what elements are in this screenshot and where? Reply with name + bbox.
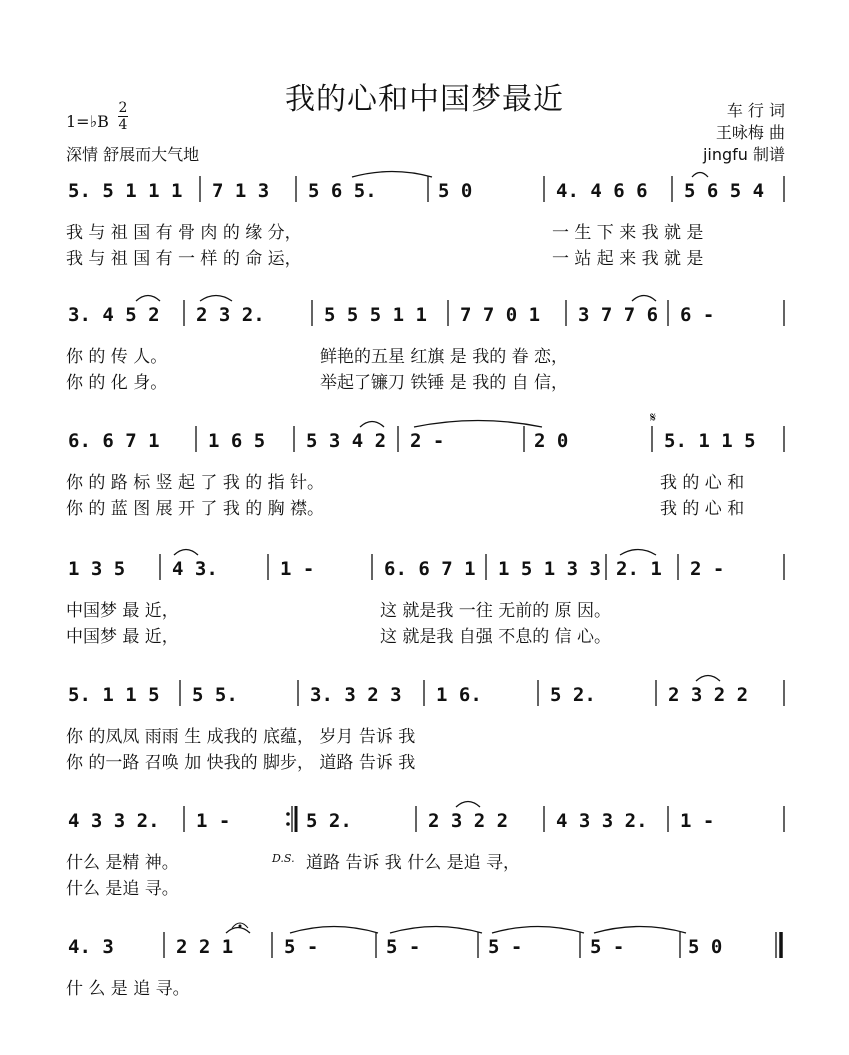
dal-segno-mark: D.S.	[272, 852, 295, 865]
measure: 5 6 5 4	[684, 180, 765, 202]
measure: 5 0	[688, 936, 723, 958]
lyric-line: 中国梦 最 近，	[66, 601, 179, 621]
lyric-line: 我 的 心 和	[660, 499, 745, 519]
key-signature: 1=♭B	[66, 112, 109, 131]
lyric-line: 一 站 起 来 我 就 是	[552, 249, 704, 269]
tempo-marking: 深情 舒展而大气地	[66, 145, 200, 164]
measure: 5 -	[590, 936, 625, 958]
measure: 3. 4 5 2	[68, 304, 160, 326]
lyric-line: 你 的 蓝 图 展 开 了 我 的 胸 襟。	[66, 499, 325, 519]
lyric-line: 你 的 传 人。	[66, 347, 168, 367]
measure: 5 -	[386, 936, 421, 958]
tie-slur	[594, 927, 686, 934]
lyricist-credit: 车 行 词	[726, 101, 785, 120]
measure: 5. 1 1 5	[664, 430, 756, 452]
time-bottom: 4	[118, 117, 128, 133]
measure: 5 2.	[306, 810, 352, 832]
tie-slur	[390, 927, 482, 934]
tie-slur	[226, 928, 250, 934]
time-top: 2	[118, 100, 128, 116]
lyric-line: 这 就是我 自强 不息的 信 心。	[380, 627, 612, 647]
measure: 3. 3 2 3	[310, 684, 402, 706]
tie-slur	[620, 550, 656, 556]
measure: 2 -	[690, 558, 725, 580]
measure: 2 -	[410, 430, 445, 452]
measure: 2. 1	[616, 558, 662, 580]
tie-slur	[136, 296, 160, 302]
measure: 2 3 2.	[196, 304, 265, 326]
measure: 4 3 3 2.	[556, 810, 648, 832]
lyric-line: 我 与 祖 国 有 骨 肉 的 缘 分，	[66, 223, 302, 243]
tie-slur	[456, 802, 480, 808]
fermata-dot	[239, 925, 242, 928]
lyric-line: 中国梦 最 近，	[66, 627, 179, 647]
song-title: 我的心和中国梦最近	[285, 82, 564, 117]
measure: 5 5.	[192, 684, 238, 706]
lyric-line: 你 的 路 标 竖 起 了 我 的 指 针。	[66, 473, 325, 493]
lyric-line: 什么 是追 寻。	[66, 879, 179, 899]
tie-slur	[352, 172, 432, 178]
tie-slur	[174, 550, 198, 556]
lyric-line: 我 与 祖 国 有 一 样 的 命 运，	[66, 249, 302, 269]
measure: 2 2 1	[176, 936, 234, 958]
lyric-line: 什 么 是 追 寻。	[66, 979, 190, 999]
lyric-line: 道路 告诉 我 什么 是追 寻，	[306, 853, 521, 873]
tie-slur	[696, 676, 720, 682]
measure: 5 3 4 2	[306, 430, 387, 452]
measure: 1 6 5	[208, 430, 266, 452]
measure: 5 -	[488, 936, 523, 958]
measure: 4. 3	[68, 936, 114, 958]
segno-icon: 𝄋	[650, 410, 657, 426]
measure: 2 0	[534, 430, 569, 452]
tie-slur	[692, 173, 708, 178]
lyric-line: 什么 是精 神。	[66, 853, 179, 873]
measure: 6. 6 7 1	[68, 430, 160, 452]
tie-slur	[360, 422, 384, 428]
lyric-line: 你 的凤凤 雨雨 生 成我的 底蕴， 岁月 告诉 我	[66, 727, 416, 747]
tie-slur	[414, 421, 542, 428]
measure: 5 -	[284, 936, 319, 958]
measure: 4. 4 6 6	[556, 180, 648, 202]
measure: 1 5 1 3 3	[498, 558, 601, 580]
measure: 4 3 3 2.	[68, 810, 160, 832]
measure: 4 3.	[172, 558, 218, 580]
lyric-line: 我 的 心 和	[660, 473, 745, 493]
lyric-line: 鲜艳的五星 红旗 是 我的 眷 恋，	[320, 347, 569, 367]
measure: 1 -	[280, 558, 315, 580]
lyric-line: 举起了镰刀 铁锤 是 我的 自 信，	[320, 373, 569, 393]
measure: 2 3 2 2	[428, 810, 509, 832]
measure: 5 2.	[550, 684, 596, 706]
measure: 1 3 5	[68, 558, 126, 580]
measure: 3 7 7 6	[578, 304, 659, 326]
lyric-line: 你 的 化 身。	[66, 373, 168, 393]
measure: 2 3 2 2	[668, 684, 749, 706]
measure: 1 -	[680, 810, 715, 832]
measure: 1 6.	[436, 684, 482, 706]
measure: 5 5 5 1 1	[324, 304, 427, 326]
tie-slur	[492, 927, 584, 934]
lyric-line: 你 的一路 召唤 加 快我的 脚步， 道路 告诉 我	[66, 753, 416, 773]
repeat-dot	[286, 812, 290, 816]
tie-slur	[200, 296, 232, 302]
measure: 7 1 3	[212, 180, 270, 202]
repeat-dot	[286, 822, 290, 826]
measure: 5. 5 1 1 1	[68, 180, 183, 202]
measure: 7 7 0 1	[460, 304, 541, 326]
tie-slur	[632, 296, 656, 302]
composer-credit: 王咏梅 曲	[715, 123, 785, 142]
lyric-line: 这 就是我 一往 无前的 原 因。	[380, 601, 612, 621]
measure: 5 0	[438, 180, 473, 202]
measure: 5. 1 1 5	[68, 684, 160, 706]
lyric-line: 一 生 下 来 我 就 是	[552, 223, 704, 243]
tie-slur	[290, 927, 378, 934]
measure: 6. 6 7 1	[384, 558, 476, 580]
transcriber-credit: jingfu 制谱	[702, 145, 785, 164]
measure: 1 -	[196, 810, 231, 832]
measure: 6 -	[680, 304, 715, 326]
measure: 5 6 5.	[308, 180, 377, 202]
